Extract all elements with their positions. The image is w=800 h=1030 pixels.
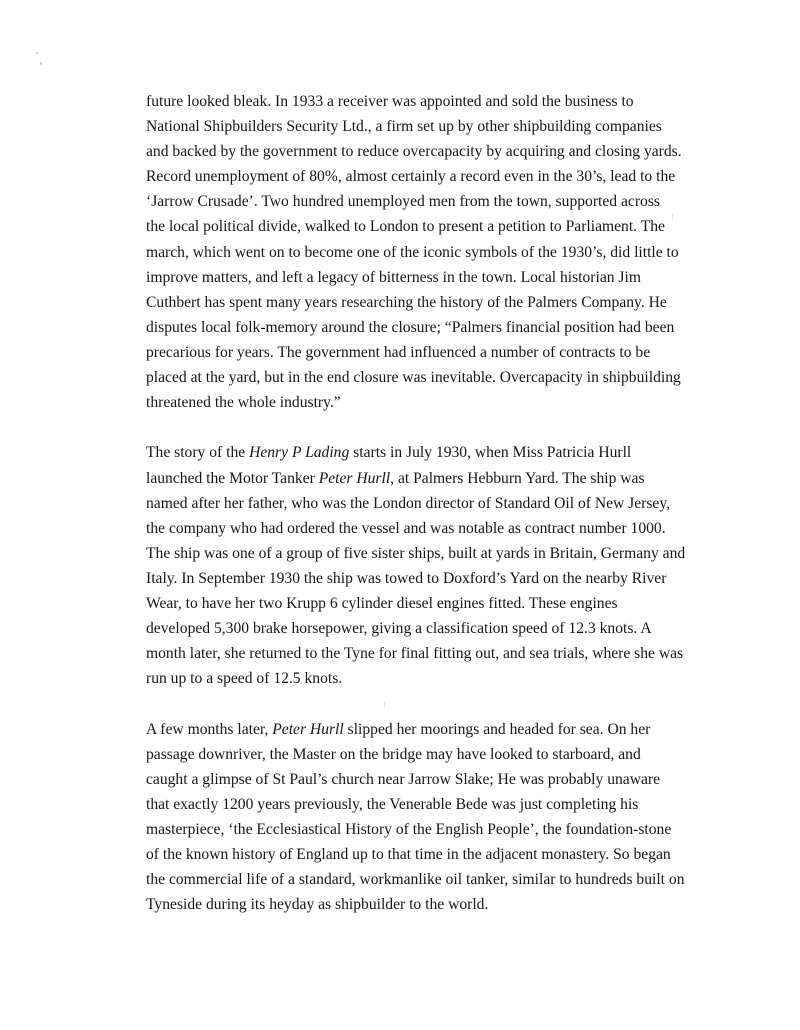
text-run: National Shipbuilders Security Ltd., a firm set up by other shipbuilding companies: [146, 118, 662, 136]
text-run: The story of the: [146, 444, 250, 462]
text-line: [146, 214, 706, 239]
text-line: [146, 717, 706, 742]
text-run: slipped her moorings and headed for sea. On her: [343, 720, 651, 738]
text-line: [146, 164, 706, 189]
ship-name: Peter Hurll: [318, 469, 391, 487]
text-line: [146, 817, 706, 842]
text-line: [146, 189, 706, 214]
text-run: run up to a speed of 12.5 knots.: [146, 670, 343, 688]
text-run: of the known history of England up to that time in the adjacent monastery. So began: [146, 846, 671, 863]
body-text: [146, 89, 706, 917]
text-run: Record unemployment of 80%, almost certainly a record even in the 30’s, lead to the: [146, 168, 676, 186]
text-line: [146, 566, 706, 591]
text-run: The ship was one of a group of five sister ships, built at yards in Britain, Germany and: [146, 544, 686, 562]
text-run: that exactly 1200 years previously, the Venerable Bede was just completing his: [146, 795, 639, 813]
text-run: threatened the whole industry.”: [146, 394, 341, 412]
text-run: the commercial life of a standard, workmanlike oil tanker, similar to hundreds built on: [146, 871, 685, 889]
text-line: [146, 340, 706, 365]
text-line: [146, 742, 706, 767]
text-line: [146, 641, 706, 666]
text-line: [146, 390, 706, 415]
text-run: future looked bleak. In 1933 a receiver was appointed and sold the business to: [146, 93, 634, 110]
text-line: [146, 792, 706, 817]
text-line: [146, 139, 706, 164]
text-line: [146, 114, 706, 139]
text-line: [146, 440, 706, 465]
text-line: [146, 767, 706, 792]
text-run: starts in July 1930, when Miss Patricia Hurll: [349, 444, 632, 462]
paragraph: [146, 89, 706, 415]
text-run: Italy. In September 1930 the ship was towed to Doxford’s Yard on the nearby River: [146, 569, 667, 587]
scan-speck: [40, 62, 42, 65]
text-run: , at Palmers Hebburn Yard. The ship was: [390, 469, 645, 487]
text-line: [146, 541, 706, 566]
text-run: march, which went on to become one of the iconic symbols of the 1930’s, did little to: [146, 243, 679, 261]
text-line: [146, 842, 706, 867]
paragraph-gap: [146, 415, 706, 440]
text-run: disputes local folk-memory around the closure; “Palmers financial position had been: [146, 318, 675, 336]
text-line: [146, 491, 706, 516]
text-run: the company who had ordered the vessel and was notable as contract number 1000.: [146, 519, 666, 537]
text-line: [146, 290, 706, 315]
text-run: A few months later,: [146, 720, 273, 738]
text-line: [146, 892, 706, 917]
text-run: ‘Jarrow Crusade’. Two hundred unemployed men from the town, supported across: [146, 193, 660, 211]
text-run: and backed by the government to reduce overcapacity by acquiring and closing yards.: [146, 143, 682, 161]
text-run: Wear, to have her two Krupp 6 cylinder diesel engines fitted. These engines: [146, 594, 618, 612]
text-line: [146, 666, 706, 691]
text-run: improve matters, and left a legacy of bitterness in the town. Local historian Jim: [146, 268, 641, 286]
text-line: [146, 89, 706, 114]
ship-name: Henry P Lading: [249, 444, 350, 462]
text-line: [146, 867, 706, 892]
text-run: month later, she returned to the Tyne for final fitting out, and sea trials, where she was: [146, 645, 684, 663]
text-line: [146, 466, 706, 491]
text-line: [146, 365, 706, 390]
text-line: [146, 591, 706, 616]
ship-name: Peter Hurll: [272, 720, 344, 738]
paragraph-gap: [146, 691, 706, 716]
text-run: Tyneside during its heyday as shipbuilder to the world.: [146, 896, 489, 914]
scan-speck: [36, 52, 38, 54]
text-line: [146, 265, 706, 290]
text-line: [146, 240, 706, 265]
text-run: developed 5,300 brake horsepower, giving a classification speed of 12.3 knots. A: [146, 620, 652, 638]
paragraph: [146, 717, 706, 918]
text-run: passage downriver, the Master on the bridge may have looked to starboard, and: [146, 745, 641, 763]
text-run: placed at the yard, but in the end closure was inevitable. Overcapacity in shipbuilding: [146, 369, 681, 387]
text-run: Cuthbert has spent many years researching the history of the Palmers Company. He: [146, 293, 667, 311]
text-run: the local political divide, walked to London to present a petition to Parliament. The: [146, 218, 665, 236]
text-run: named after her father, who was the London director of Standard Oil of New Jersey,: [146, 494, 671, 512]
text-run: masterpiece, ‘the Ecclesiastical History of the English People’, the foundation-stone: [146, 820, 672, 838]
text-line: [146, 516, 706, 541]
text-line: [146, 315, 706, 340]
text-run: launched the Motor Tanker: [146, 469, 319, 487]
text-run: caught a glimpse of St Paul’s church near Jarrow Slake; He was probably unaware: [146, 770, 661, 788]
text-run: precarious for years. The government had influenced a number of contracts to be: [146, 343, 651, 361]
text-line: [146, 616, 706, 641]
paragraph: [146, 440, 706, 691]
